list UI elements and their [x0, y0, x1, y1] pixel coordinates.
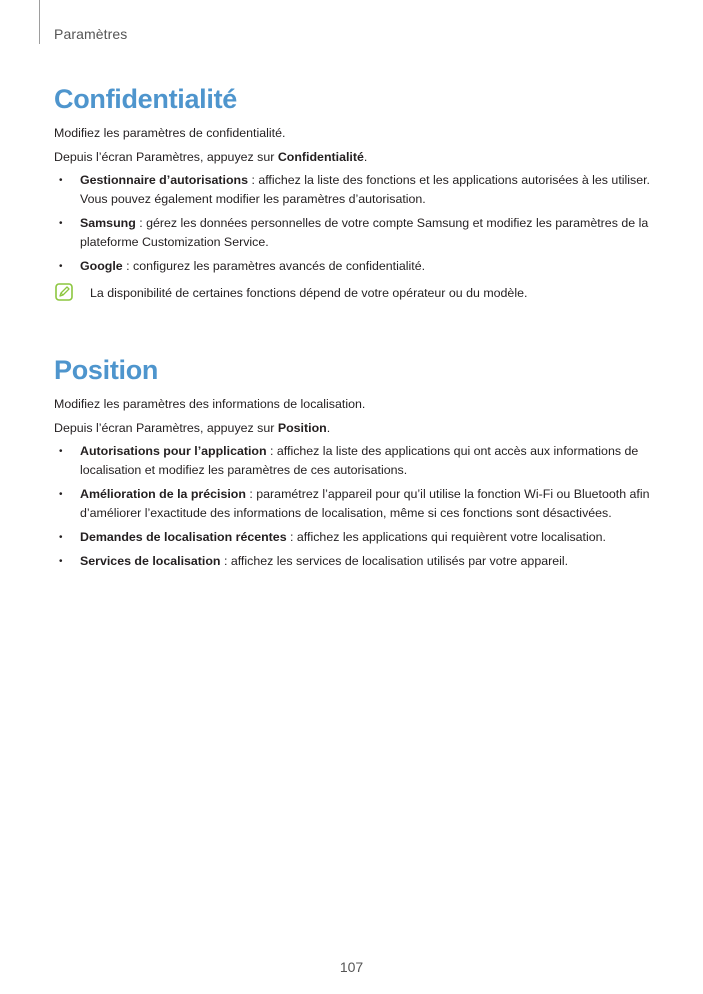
bullet-term: Services de localisation — [80, 554, 221, 568]
section-confidentialite — [54, 82, 654, 305]
path-bold: Confidentialité — [277, 149, 364, 164]
bullet-term: Amélioration de la précision — [80, 487, 246, 501]
bullet-icon: • — [59, 218, 63, 229]
path-suffix: . — [326, 420, 331, 435]
bullet-term: Gestionnaire d’autorisations — [80, 173, 248, 187]
bullet-icon: • — [59, 532, 63, 543]
bullet-desc: : gérez les données personnelles de votre compte Samsung et modifiez les paramètres de la — [135, 216, 649, 230]
bullet-icon: • — [59, 175, 63, 186]
bullet-icon: • — [59, 446, 63, 457]
list-item — [54, 485, 654, 523]
list-item — [54, 171, 654, 209]
bullet-list — [54, 442, 654, 571]
list-item — [54, 552, 654, 571]
page-header-title: Paramètres — [54, 26, 128, 42]
section-intro: Modifiez les paramètres des informations de localisation. — [54, 397, 366, 411]
path-prefix: Depuis l’écran Paramètres, appuyez sur — [54, 149, 278, 164]
bullet-desc-continued: Vous pouvez également modifier les paramètres d’autorisation. — [80, 192, 426, 206]
section-spacer — [54, 305, 654, 353]
bullet-icon: • — [59, 261, 63, 272]
list-item — [54, 442, 654, 480]
page-number: 107 — [339, 959, 364, 975]
bullet-desc: : paramétrez l’appareil pour qu’il utilise la fonction Wi-Fi ou Bluetooth afin — [245, 487, 650, 501]
section-position — [54, 353, 654, 571]
list-item — [54, 528, 654, 547]
bullet-icon: • — [59, 556, 63, 567]
path-prefix: Depuis l’écran Paramètres, appuyez sur — [54, 420, 278, 435]
bullet-icon: • — [59, 489, 63, 500]
bullet-desc: : affichez la liste des fonctions et les applications autorisées à les utiliser. — [248, 173, 650, 187]
bullet-desc: : affichez les services de localisation utilisés par votre appareil. — [220, 554, 569, 568]
bullet-desc-continued: localisation et modifiez les paramètres de ces autorisations. — [80, 463, 408, 477]
note-text: La disponibilité de certaines fonctions dépend de votre opérateur ou du modèle. — [90, 286, 528, 300]
bullet-desc-continued: d’améliorer l’exactitude des informations de localisation, même si ces fonctions sont désactivées. — [80, 506, 612, 520]
path-bold: Position — [277, 420, 327, 435]
page-content — [54, 82, 654, 576]
section-title: Confidentialité — [54, 84, 237, 114]
path-suffix: . — [363, 149, 368, 164]
section-intro: Modifiez les paramètres de confidentialité. — [54, 126, 286, 140]
note — [54, 281, 654, 305]
bullet-list — [54, 171, 654, 276]
section-path — [54, 417, 654, 441]
bullet-term: Google — [80, 259, 123, 273]
bullet-term: Samsung — [80, 216, 136, 230]
header-divider — [39, 0, 40, 44]
bullet-desc: : configurez les paramètres avancés de confidentialité. — [122, 259, 426, 273]
note-pencil-icon — [55, 283, 73, 301]
list-item — [54, 257, 654, 276]
bullet-term: Demandes de localisation récentes — [80, 530, 287, 544]
bullet-desc: : affichez les applications qui requièrent votre localisation. — [286, 530, 606, 544]
bullet-term: Autorisations pour l’application — [80, 444, 267, 458]
list-item — [54, 214, 654, 252]
section-path — [54, 146, 654, 170]
section-title: Position — [54, 355, 159, 385]
bullet-desc: : affichez la liste des applications qui ont accès aux informations de — [266, 444, 639, 458]
bullet-desc-continued: plateforme Customization Service. — [80, 235, 269, 249]
